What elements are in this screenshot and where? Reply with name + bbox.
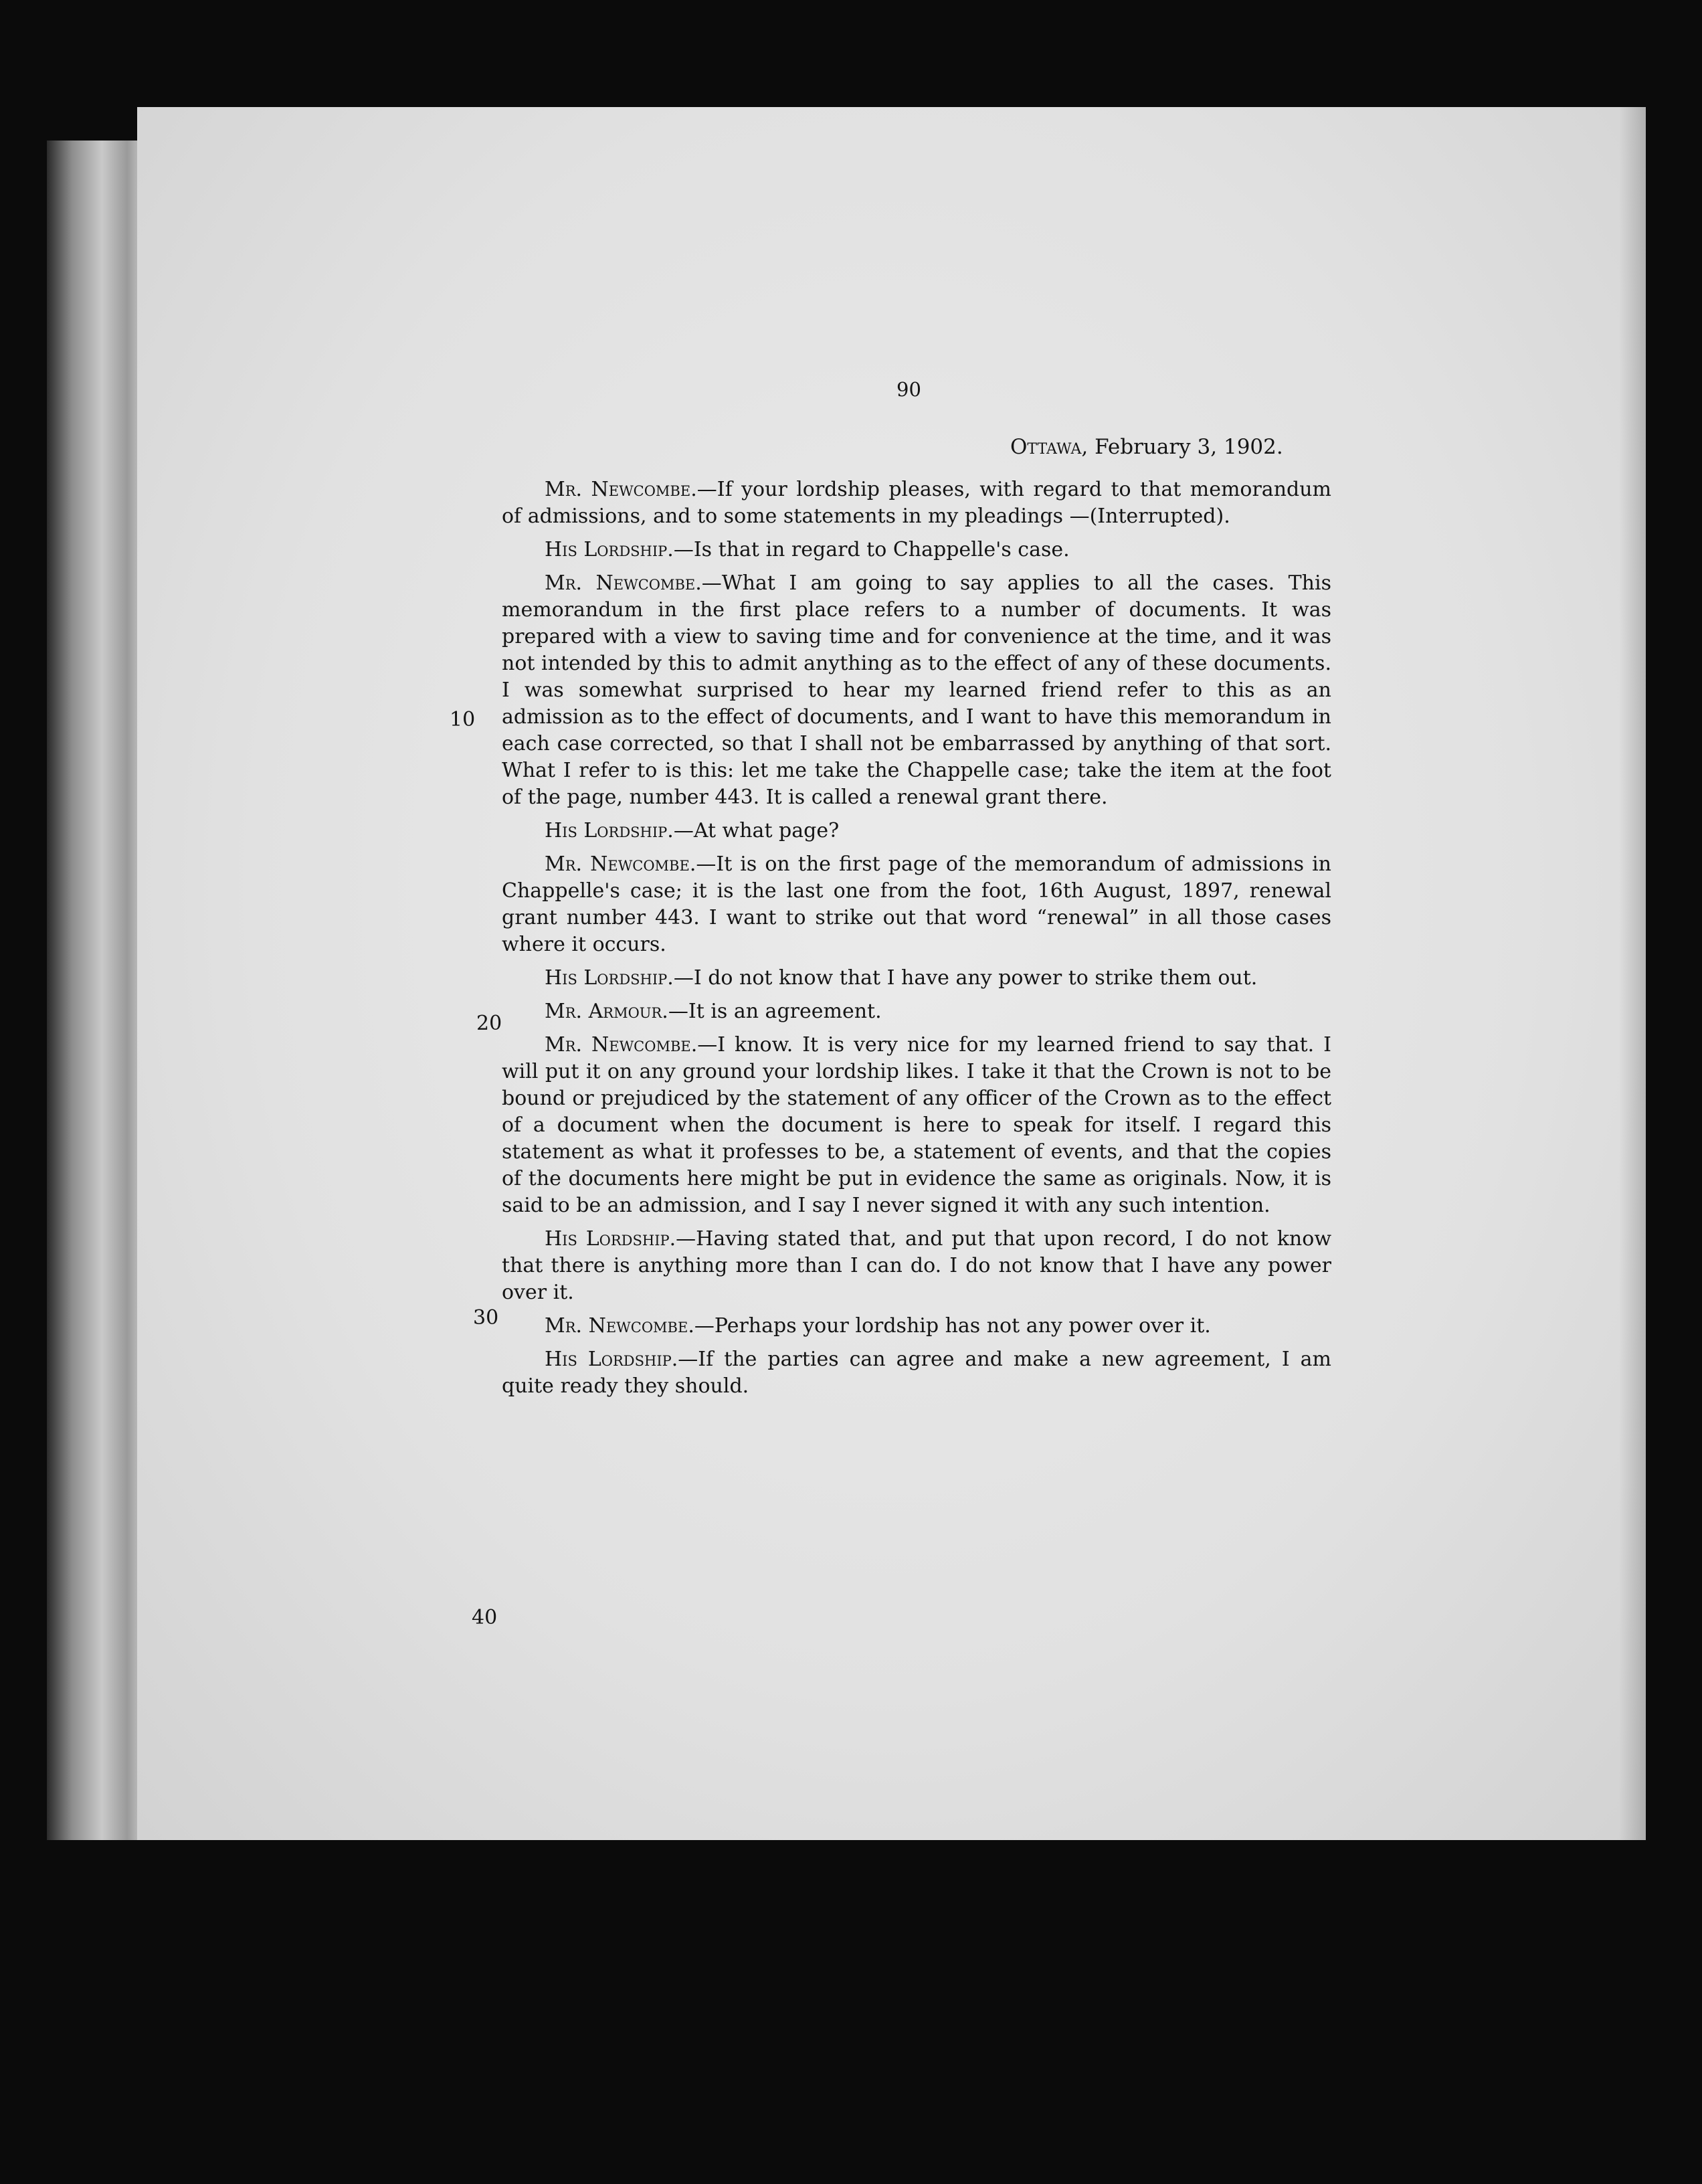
speech-text: —I do not know that I have any power to strike them out.	[673, 966, 1258, 990]
speech-text: —I know. It is very nice for my learned friend to say that. I will put it on any ground your lordship likes. I take it that the Crown is not to be bound or prejudiced by the statement of any officer of the Crown as to the effect of a document when the document is here to speak for itself. I regard this statement as what it professes to be, a statement of events, and that the copies of the documents here might be put in evidence the same as originals. Now, it is said to be an admission, and I say I never signed it with any such intention.	[502, 1033, 1331, 1217]
binding-edge	[47, 141, 147, 1840]
speech-text: —If the parties can agree and make a new agreement, I am quite ready they should.	[502, 1348, 1332, 1398]
speaker-name: His Lordship.	[545, 538, 674, 561]
paragraph	[502, 998, 1331, 1025]
speaker-name: Mr. Newcombe.	[545, 571, 702, 595]
speech-text: —It is on the first page of the memorandum of admissions in Chappelle's case; it is the last one from the foot, 16th August, 1897, renewal grant number 443. I want to strike out that word “renewal” in all those cases where it occurs.	[502, 852, 1331, 956]
page-number: 90	[896, 378, 921, 401]
speaker-name: His Lordship.	[545, 1227, 676, 1251]
dateline	[1010, 435, 1283, 459]
paragraph	[502, 570, 1331, 811]
paragraph	[502, 851, 1331, 958]
speech-text: —It is an agreement.	[668, 1000, 882, 1023]
page-shadow	[1619, 107, 1646, 1840]
speaker-name: His Lordship.	[545, 819, 674, 842]
speech-text: —What I am going to say applies to all the cases. This memorandum in the first place refers to a number of documents. It was prepared with a view to saving time and for convenience at the time, and it was not intended by this to admit anything as to the effect of any of these documents. I was somewhat surprised to hear my learned friend refer to this as an admission as to the effect of documents, and I want to have this memorandum in each case corrected, so that I shall not be embarrassed by anything of that sort. What I refer to is this: let me take the Chappelle case; take the item at the foot of the page, number 443. It is called a renewal grant there.	[502, 571, 1331, 809]
speaker-name: Mr. Newcombe.	[545, 852, 696, 876]
paragraph	[502, 1032, 1331, 1219]
speaker-name: His Lordship.	[545, 1348, 678, 1371]
speech-text: —Having stated that, and put that upon record, I do not know that there is anything more than I can do. I do not know that I have any power over it.	[502, 1227, 1331, 1304]
speech-text: —Is that in regard to Chappelle's case.	[673, 538, 1070, 561]
paragraph	[502, 965, 1331, 992]
paragraph	[502, 476, 1331, 530]
speech-text: —Perhaps your lordship has not any power over it.	[694, 1314, 1211, 1338]
paragraph	[502, 818, 1331, 844]
paragraph	[502, 537, 1331, 563]
dateline-date: February 3, 1902.	[1095, 435, 1283, 459]
speaker-name: Mr. Newcombe.	[545, 1314, 694, 1338]
line-number-30: 30	[473, 1306, 499, 1330]
paragraph	[502, 1226, 1331, 1306]
line-number-20: 20	[476, 1012, 502, 1035]
speaker-name: His Lordship.	[545, 966, 674, 990]
speech-text: —At what page?	[673, 819, 840, 842]
speech-text: —If your lordship pleases, with regard to that memorandum of admissions, and to some statements in my pleadings —(Interrupted).	[502, 478, 1331, 528]
speaker-name: Mr. Newcombe.	[545, 1033, 698, 1057]
transcript-body	[502, 476, 1331, 1406]
speaker-name: Mr. Newcombe.	[545, 478, 697, 501]
dateline-place: Ottawa,	[1010, 435, 1089, 459]
paragraph	[502, 1313, 1331, 1340]
speaker-name: Mr. Armour.	[545, 1000, 668, 1023]
line-number-40: 40	[472, 1606, 498, 1629]
paragraph	[502, 1346, 1331, 1400]
line-number-10: 10	[450, 708, 476, 731]
